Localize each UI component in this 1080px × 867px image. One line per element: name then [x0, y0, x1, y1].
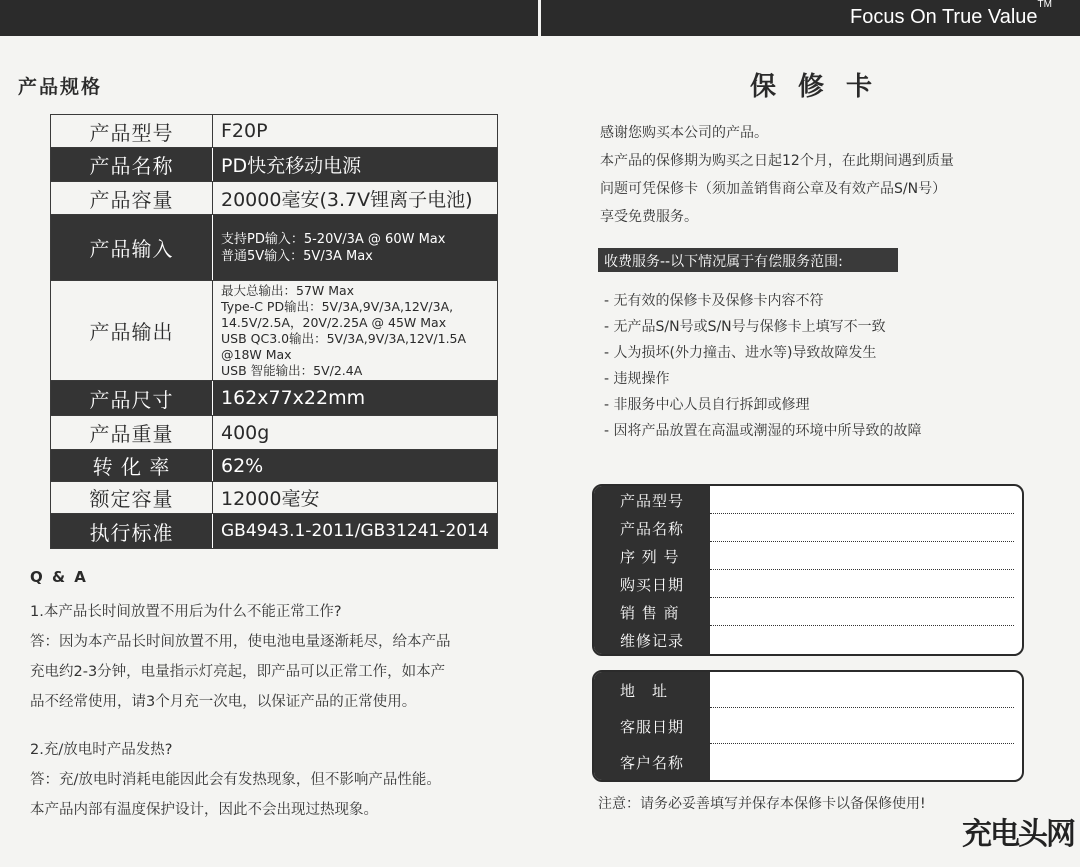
card-field-label: 客服日期: [594, 708, 710, 744]
specs-title: 产品规格: [18, 76, 103, 98]
spec-value: PD快充移动电源: [221, 155, 362, 177]
spec-key: 产品型号: [51, 115, 213, 147]
spec-key: 产品名称: [51, 148, 213, 181]
spec-value: 支持PD输入：5-20V/3A @ 60W Max 普通5V输入：5V/3A Max: [221, 231, 446, 264]
card-field-line[interactable]: [710, 708, 1014, 744]
warranty-paragraph: 享受免费服务。: [600, 209, 698, 225]
spec-row: [51, 215, 497, 281]
spec-value: 最大总输出：57W Max Type-C PD输出：5V/3A,9V/3A,12V/3A, 14.5V/2.5A，20V/2.25A @ 45W Max USB QC3.0输出：5V/3A,9V/3A,12V/1.5A @18W Max USB 智能输出：5V/2.4A: [221, 282, 467, 378]
spec-key: 产品重量: [51, 416, 213, 449]
card-field[interactable]: [594, 542, 1022, 570]
card-field[interactable]: [594, 598, 1022, 626]
warranty-paragraph: 感谢您购买本公司的产品。: [600, 125, 768, 141]
fee-service-title: 收费服务--以下情况属于有偿服务范围:: [598, 248, 898, 272]
spec-value: F20P: [221, 120, 268, 142]
spec-value: 162x77x22mm: [221, 387, 366, 409]
card-field-label: 销 售 商: [594, 598, 710, 626]
spec-row: [51, 514, 497, 548]
card-field[interactable]: [594, 744, 1022, 780]
qa-line: 答：因为本产品长时间放置不用，使电池电量逐渐耗尽，给本产品: [30, 634, 451, 650]
qa-line: 本产品内部有温度保护设计，因此不会出现过热现象。: [30, 802, 378, 818]
fee-item: - 违规操作: [604, 371, 670, 387]
card-field[interactable]: [594, 672, 1022, 708]
spec-key: 产品输入: [51, 215, 213, 280]
spec-table: [50, 114, 498, 549]
spec-key: 执行标准: [51, 514, 213, 548]
card-field-line[interactable]: [710, 626, 1014, 654]
card-field-label: 序 列 号: [594, 542, 710, 570]
header-divider: [538, 0, 541, 36]
card-field[interactable]: [594, 486, 1022, 514]
spec-key: 转 化 率: [51, 450, 213, 481]
card-field[interactable]: [594, 514, 1022, 542]
warranty-title: 保修卡: [750, 72, 895, 102]
spec-row: [51, 381, 497, 416]
header-bar: [0, 0, 1080, 36]
spec-value: 12000毫安: [221, 488, 320, 510]
spec-row: [51, 148, 497, 182]
brand-slogan: Focus On True Value™: [850, 0, 1052, 28]
card-field-label: 客户名称: [594, 744, 710, 780]
card-field-label: 地 址: [594, 672, 710, 708]
fee-item: - 非服务中心人员自行拆卸或修理: [604, 397, 810, 413]
qa-line: 1.本产品长时间放置不用后为什么不能正常工作?: [30, 604, 342, 620]
warranty-paragraph: 本产品的保修期为购买之日起12个月，在此期间遇到质量: [600, 153, 954, 169]
card-field[interactable]: [594, 708, 1022, 744]
spec-value: 400g: [221, 421, 270, 444]
spec-key: 产品尺寸: [51, 381, 213, 415]
spec-row: [51, 281, 497, 381]
card-field-line[interactable]: [710, 514, 1014, 542]
fee-item: - 无有效的保修卡及保修卡内容不符: [604, 293, 824, 309]
card-field-line[interactable]: [710, 570, 1014, 598]
qa-line: 答：充/放电时消耗电能因此会有发热现象，但不影响产品性能。: [30, 772, 441, 788]
card-field-line[interactable]: [710, 486, 1014, 514]
spec-key: 产品容量: [51, 182, 213, 214]
card-field-line[interactable]: [710, 744, 1014, 780]
qa-line: 2.充/放电时产品发热?: [30, 742, 173, 758]
card-field-label: 购买日期: [594, 570, 710, 598]
fee-item: - 因将产品放置在高温或潮湿的环境中所导致的故障: [604, 423, 922, 439]
warranty-card-customer: [592, 670, 1024, 782]
fee-item: - 人为损坏(外力撞击、进水等)导致故障发生: [604, 345, 877, 361]
card-field-label: 产品型号: [594, 486, 710, 514]
watermark-logo: 充电头网: [962, 817, 1074, 852]
spec-key: 额定容量: [51, 482, 213, 513]
card-field-label: 维修记录: [594, 626, 710, 654]
qa-title: Q & A: [30, 568, 88, 586]
card-field-line[interactable]: [710, 672, 1014, 708]
spec-key: 产品输出: [51, 281, 213, 380]
spec-row: [51, 182, 497, 215]
warranty-card-product: [592, 484, 1024, 656]
qa-line: 品不经常使用，请3个月充一次电，以保证产品的正常使用。: [30, 694, 417, 710]
card-field[interactable]: [594, 570, 1022, 598]
spec-value: 62%: [221, 454, 264, 477]
spec-value: GB4943.1-2011/GB31241-2014: [221, 521, 489, 541]
spec-row: [51, 482, 497, 514]
qa-line: 充电约2-3分钟，电量指示灯亮起，即产品可以正常工作，如本产: [30, 664, 446, 680]
warranty-paragraph: 问题可凭保修卡（须加盖销售商公章及有效产品S/N号）: [600, 181, 947, 197]
spec-row: [51, 115, 497, 148]
spec-row: [51, 450, 497, 482]
card-field[interactable]: [594, 626, 1022, 654]
card-field-line[interactable]: [710, 542, 1014, 570]
card-field-line[interactable]: [710, 598, 1014, 626]
spec-row: [51, 416, 497, 450]
warranty-note: 注意：请务必妥善填写并保存本保修卡以备保修使用!: [598, 796, 926, 812]
fee-item: - 无产品S/N号或S/N号与保修卡上填写不一致: [604, 319, 886, 335]
card-field-label: 产品名称: [594, 514, 710, 542]
spec-value: 20000毫安(3.7V锂离子电池): [221, 188, 473, 211]
